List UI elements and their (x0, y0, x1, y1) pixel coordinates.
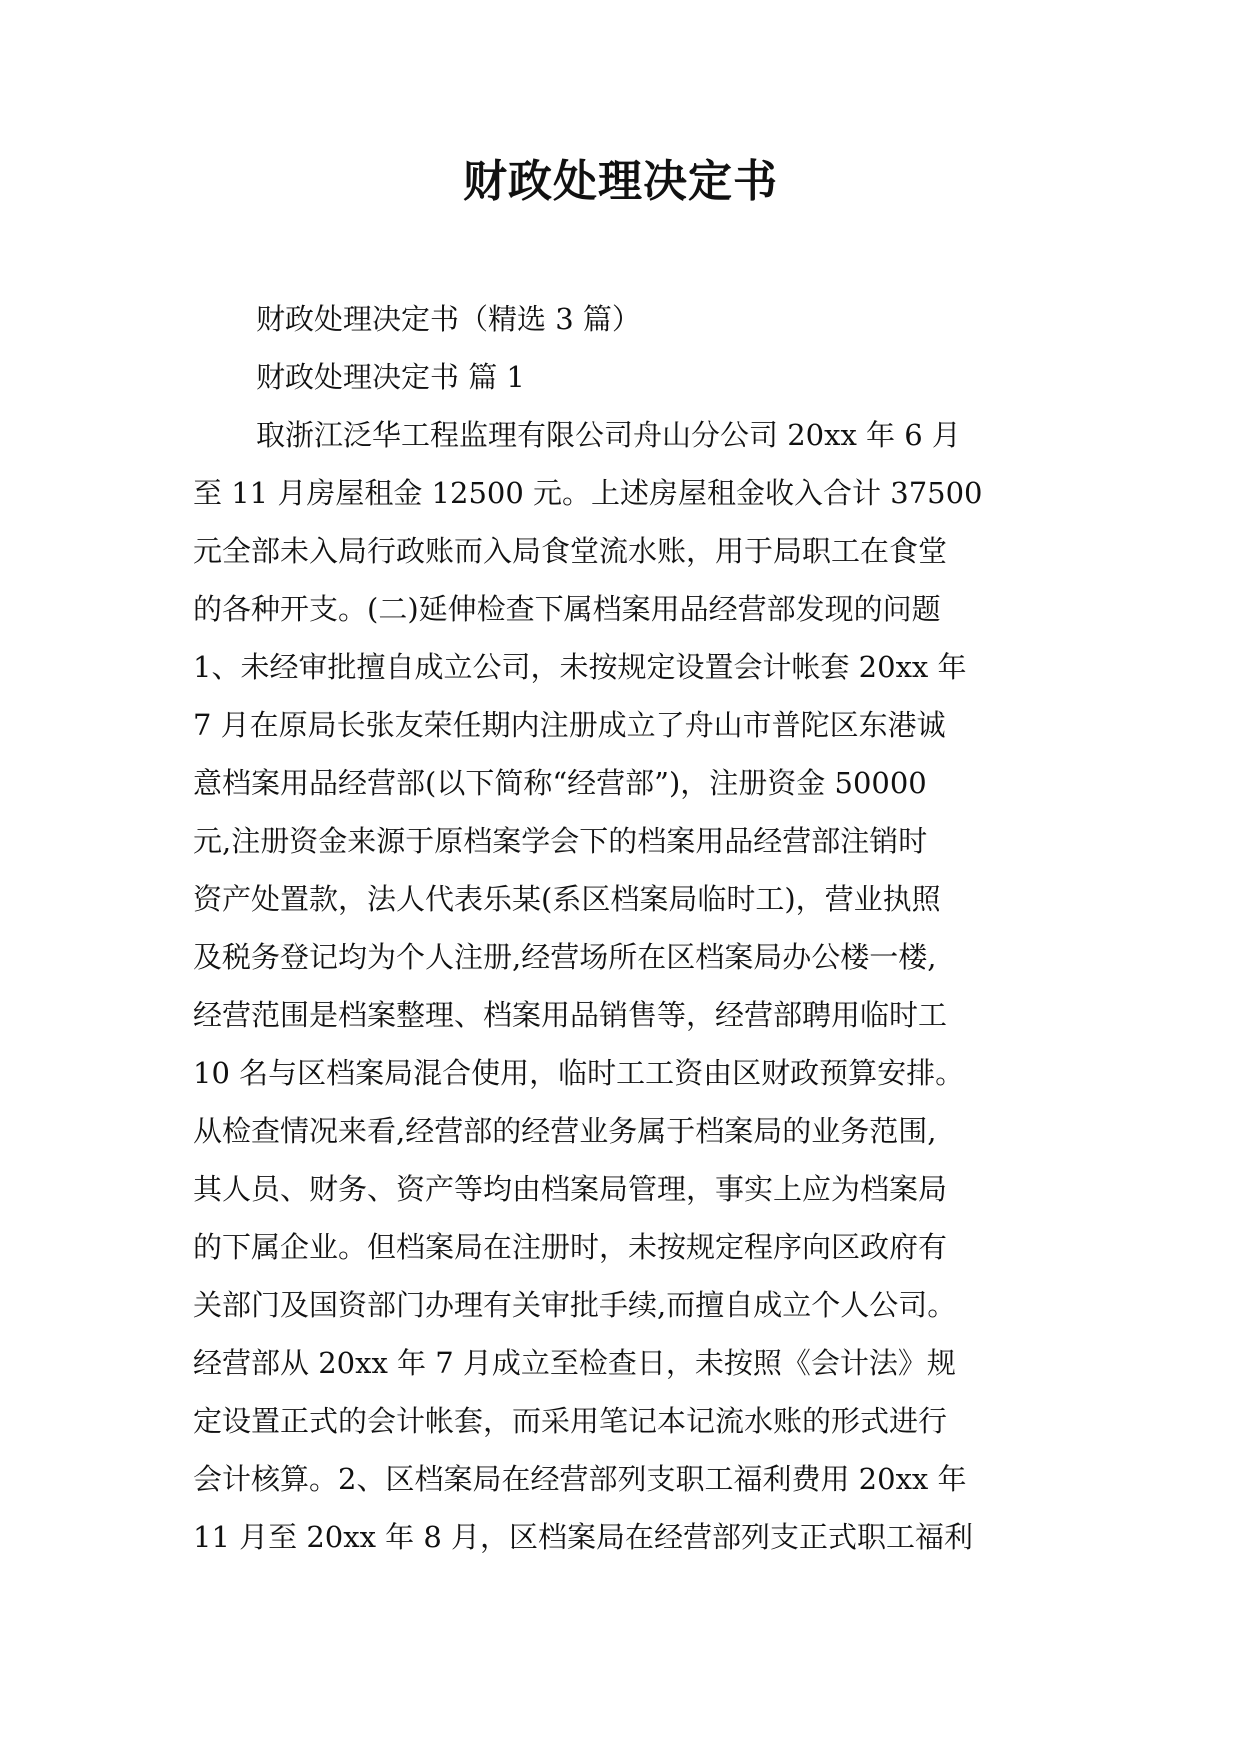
paragraph-line: 及税务登记均为个人注册,经营场所在区档案局办公楼一楼, (193, 940, 937, 974)
paragraph-line: 元全部未入局行政账而入局食堂流水账，用于局职工在食堂 (193, 534, 948, 568)
paragraph-line: 定设置正式的会计帐套，而采用笔记本记流水账的形式进行 (193, 1404, 948, 1438)
paragraph-line: 的各种开支。(二)延伸检查下属档案用品经营部发现的问题 (193, 592, 941, 626)
paragraph-line: 11 月至 20xx 年 8 月，区档案局在经营部列支正式职工福利 (193, 1520, 974, 1554)
paragraph-line: 资产处置款，法人代表乐某(系区档案局临时工)，营业执照 (193, 882, 941, 916)
paragraph-line: 会计核算。2、区档案局在经营部列支职工福利费用 20xx 年 (193, 1462, 967, 1496)
paragraph-line: 经营范围是档案整理、档案用品销售等，经营部聘用临时工 (193, 998, 948, 1032)
paragraph-line: 元,注册资金来源于原档案学会下的档案用品经营部注销时 (193, 824, 928, 858)
section-heading: 财政处理决定书 篇 1 (256, 360, 525, 394)
paragraph-line: 其人员、财务、资产等均由档案局管理，事实上应为档案局 (193, 1172, 948, 1206)
paragraph-line: 1、未经审批擅自成立公司，未按规定设置会计帐套 20xx 年 (193, 650, 967, 684)
paragraph-line: 至 11 月房屋租金 12500 元。上述房屋租金收入合计 37500 (193, 476, 983, 510)
paragraph-line: 从检查情况来看,经营部的经营业务属于档案局的业务范围, (193, 1114, 937, 1148)
paragraph-line: 取浙江泛华工程监理有限公司舟山分公司 20xx 年 6 月 (256, 418, 961, 452)
paragraph-line: 意档案用品经营部(以下简称“经营部”)，注册资金 50000 (193, 766, 927, 800)
document-title: 财政处理决定书 (463, 156, 778, 207)
paragraph-line: 10 名与区档案局混合使用，临时工工资由区财政预算安排。 (193, 1056, 965, 1090)
document-body (193, 290, 1053, 1566)
paragraph-line: 经营部从 20xx 年 7 月成立至检查日，未按照《会计法》规 (193, 1346, 956, 1380)
paragraph-line: 关部门及国资部门办理有关审批手续,而擅自成立个人公司。 (193, 1288, 957, 1322)
paragraph-line: 7 月在原局长张友荣任期内注册成立了舟山市普陀区东港诚 (193, 708, 946, 742)
paragraph-line: 的下属企业。但档案局在注册时，未按规定程序向区政府有 (193, 1230, 948, 1264)
subtitle-line: 财政处理决定书（精选 3 篇） (256, 302, 641, 336)
